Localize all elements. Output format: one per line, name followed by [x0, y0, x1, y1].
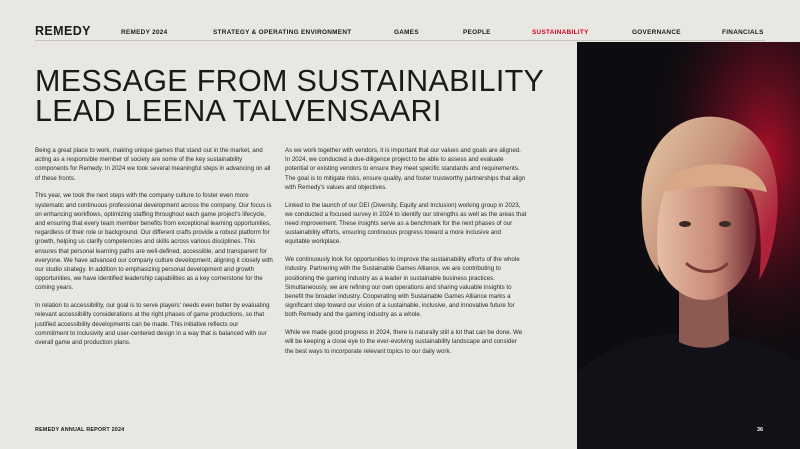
page-title-line-2: LEAD LEENA TALVENSAARI	[35, 94, 442, 128]
paragraph: In relation to accessibility, our goal is to serve players' needs even better by evaluating relevant accessibility considerations at the right phases of game productions, so that justified accessibility developments can be made. This initiative reflects our commitment to inclusivity and user-centered design in a way that is balanced with our overall game and production plans.	[35, 302, 270, 347]
portrait-illustration	[577, 42, 800, 449]
nav-divider	[35, 40, 765, 41]
page-title	[35, 66, 575, 126]
right-text-column	[285, 146, 527, 364]
page-number: 36	[757, 427, 763, 433]
nav-item-games[interactable]: GAMES	[394, 29, 419, 36]
nav-item-governance[interactable]: GOVERNANCE	[632, 29, 681, 36]
nav-item-people[interactable]: PEOPLE	[463, 29, 491, 36]
nav-item-sustainability[interactable]: SUSTAINABILITY	[532, 29, 589, 36]
paragraph: Linked to the launch of our DEI (Diversity, Equity and Inclusion) working group in 2023, we conducted a focused survey in 2024 to identify our strengths as well as the areas that need improvement. These insights serve as a benchmark for the next phases of our sustainability efforts, ensuring continuous progress toward a more inclusive and equitable workplace.	[285, 201, 527, 246]
nav-item-financials[interactable]: FINANCIALS	[722, 29, 764, 36]
nav-item-remedy-2024[interactable]: REMEDY 2024	[121, 29, 168, 36]
left-text-column	[35, 146, 273, 356]
top-navigation	[0, 0, 800, 42]
page-title-line-1: MESSAGE FROM SUSTAINABILITY	[35, 64, 545, 98]
paragraph: As we work together with vendors, it is important that our values and goals are aligned. In 2024, we conducted a due-diligence project to be able to assess and evaluate potential or existing vendors to ensure they meet specific standards and requirements. The goal is to mitigate risks, ensure quality, and foster trustworthy partnerships that align with Remedy's values and objectives.	[285, 147, 526, 191]
paragraph: We continuously look for opportunities to improve the sustainability efforts of the whole industry. Partnering with the Sustainable Games Alliance, we are contributing to positioning the gaming industry as a leader in sustainable business practices. Simultaneously, we are refining our own operations and sharing valuable insights to benefit the broader industry. Cooperating with Sustainable Games Alliance marks a significant step toward our vision of a sustainable, inclusive, and innovative future for both Remedy and the gaming industry as a whole.	[285, 256, 520, 319]
footer-report-title: REMEDY ANNUAL REPORT 2024	[35, 427, 125, 433]
remedy-logo[interactable]: REMEDY	[35, 24, 91, 38]
portrait-photo	[577, 42, 800, 449]
nav-item-strategy[interactable]: STRATEGY & OPERATING ENVIRONMENT	[213, 29, 352, 36]
paragraph: Being a great place to work, making unique games that stand out in the market, and acting as a responsible member of society are some of the key sustainability components for Remedy. In 2024 we took several meaningful steps in advancing on all of these fronts.	[35, 147, 271, 182]
paragraph: This year, we took the next steps with the company culture to foster even more systematic and continuous professional development across the company. Our focus is on enhancing workflows, optimizing staffing throughout each game project's lifecycle, and ensuring that every team member benefits from exceptional learning opportunities, regardless of their role or background. Our different crafts provide a robust platform for growth, helping us clarify competencies and skills across various disciplines. This ensures that personal learning paths are well-defined, accessible, and transparent for everyone. We have advanced our company culture development, aligning it closely with our studio strategy. In addition to emphasizing personal development and growth opportunities, we have identified leadership capabilities as a key cornerstone for the coming years.	[35, 192, 273, 292]
paragraph: While we made good progress in 2024, there is naturally still a lot that can be done. We will be keeping a close eye to the ever-evolving sustainability landscape and consider the best ways to incorporate relevant topics to our daily work.	[285, 329, 523, 355]
